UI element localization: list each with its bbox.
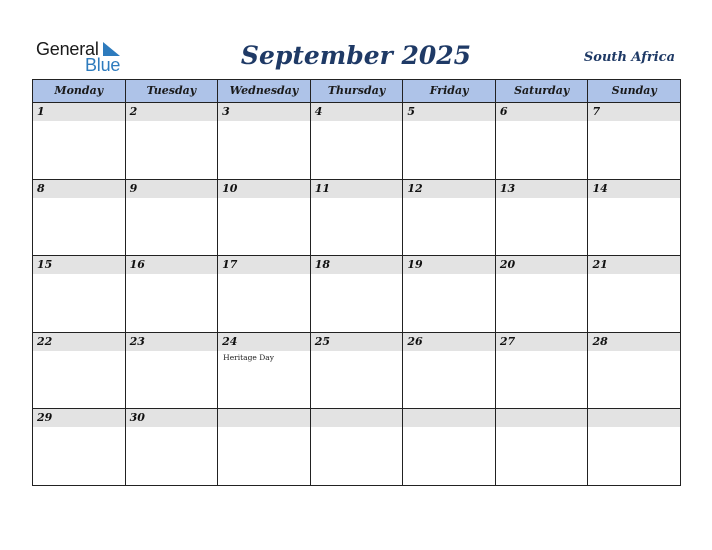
day-cell-header	[33, 103, 125, 121]
day-number: 22	[37, 334, 53, 348]
day-cell-header	[311, 180, 403, 198]
day-cell[interactable]	[588, 409, 680, 485]
day-cell[interactable]	[588, 103, 680, 179]
day-cell-header	[496, 333, 588, 351]
day-number: 17	[222, 258, 238, 272]
day-cell-header	[588, 256, 680, 274]
day-cell[interactable]	[33, 103, 126, 179]
day-number: 9	[129, 181, 138, 195]
day-cell-header	[33, 256, 125, 274]
weekday-header: Monday	[33, 80, 126, 102]
week-row	[33, 409, 680, 485]
day-number: 8	[37, 181, 45, 195]
day-number: 26	[407, 334, 423, 348]
day-cell-header	[403, 103, 495, 121]
day-number: 14	[592, 181, 608, 195]
calendar-title: September 2025	[240, 41, 472, 70]
day-cell[interactable]	[218, 333, 311, 409]
day-cell[interactable]	[311, 333, 404, 409]
day-cell[interactable]	[126, 409, 219, 485]
day-cell-header	[588, 333, 680, 351]
day-cell[interactable]	[496, 409, 589, 485]
day-cell[interactable]	[126, 103, 219, 179]
day-number: 27	[499, 334, 516, 348]
day-cell[interactable]	[496, 256, 589, 332]
day-number: 12	[407, 181, 423, 195]
day-number: 23	[129, 334, 145, 348]
weekday-header: Sunday	[611, 84, 657, 97]
day-number: 20	[499, 258, 516, 272]
day-cell[interactable]	[311, 103, 404, 179]
day-number: 29	[37, 411, 53, 425]
day-cell-header	[126, 409, 218, 427]
day-cell[interactable]	[311, 409, 404, 485]
day-number: 25	[314, 334, 331, 348]
day-cell-header	[218, 256, 310, 274]
day-cell-header	[218, 180, 310, 198]
day-cell[interactable]	[311, 180, 404, 256]
day-cell[interactable]	[588, 256, 680, 332]
day-cell[interactable]	[218, 180, 311, 256]
day-cell-header	[218, 333, 310, 351]
weekday-header: Tuesday	[126, 80, 219, 102]
day-cell[interactable]	[403, 180, 496, 256]
weekday-header: Saturday	[496, 80, 589, 102]
day-cell[interactable]	[588, 333, 680, 409]
day-cell-header	[588, 180, 680, 198]
day-cell-header	[218, 409, 310, 427]
week-row	[33, 180, 680, 257]
day-number: 15	[37, 258, 53, 272]
day-number: 3	[222, 105, 230, 118]
day-cell-header	[311, 256, 403, 274]
day-cell[interactable]	[403, 103, 496, 179]
day-cell[interactable]	[403, 256, 496, 332]
day-cell-header	[403, 180, 495, 198]
day-cell-header	[33, 333, 125, 351]
day-cell[interactable]	[126, 333, 219, 409]
day-number: 10	[222, 181, 238, 195]
week-row	[33, 103, 680, 180]
day-cell-header	[311, 409, 403, 427]
day-cell-header	[126, 180, 218, 198]
day-number: 19	[407, 258, 423, 272]
day-cell-header	[496, 180, 588, 198]
day-number: 2	[129, 105, 138, 118]
day-cell[interactable]	[496, 103, 589, 179]
day-number: 24	[222, 334, 238, 348]
weekday-header: Thursday	[311, 80, 404, 102]
calendar-grid	[32, 79, 681, 486]
day-cell-header	[588, 103, 680, 121]
holiday-label: Heritage Day	[223, 352, 274, 362]
day-number: 28	[592, 334, 608, 348]
day-cell[interactable]	[218, 103, 311, 179]
day-cell-header	[311, 103, 403, 121]
day-cell[interactable]	[33, 409, 126, 485]
day-number: 21	[592, 258, 608, 272]
day-cell[interactable]	[403, 333, 496, 409]
day-cell[interactable]	[126, 256, 219, 332]
day-cell-header	[403, 256, 495, 274]
day-number: 16	[129, 258, 145, 272]
day-cell[interactable]	[496, 333, 589, 409]
day-cell-header	[33, 180, 125, 198]
logo-text-general: General	[36, 39, 99, 59]
weekday-header-row	[33, 80, 680, 103]
day-cell-header	[126, 103, 218, 121]
day-cell-header	[126, 256, 218, 274]
day-cell-header	[218, 103, 310, 121]
day-cell[interactable]	[33, 333, 126, 409]
logo-text-blue: Blue	[85, 55, 121, 75]
day-cell[interactable]	[218, 256, 311, 332]
country-label: South Africa	[583, 50, 675, 65]
day-cell-header	[126, 333, 218, 351]
weekday-header: Friday	[403, 80, 496, 102]
week-row	[33, 256, 680, 333]
day-number: 6	[499, 105, 508, 118]
day-cell[interactable]	[403, 409, 496, 485]
day-number: 30	[129, 411, 145, 425]
day-number: 13	[499, 181, 516, 195]
day-cell[interactable]	[126, 180, 219, 256]
day-number: 1	[37, 105, 45, 118]
day-cell[interactable]	[33, 256, 126, 332]
weekday-header: Wednesday	[218, 80, 311, 102]
day-cell[interactable]	[496, 180, 589, 256]
day-cell-header	[403, 333, 495, 351]
day-cell-header	[33, 409, 125, 427]
day-number: 18	[314, 258, 331, 272]
day-number: 4	[314, 105, 323, 118]
day-cell[interactable]	[588, 180, 680, 256]
day-cell[interactable]	[218, 409, 311, 485]
day-cell-header	[311, 333, 403, 351]
week-row	[33, 333, 680, 410]
day-cell-header	[496, 103, 588, 121]
calendar-weeks	[33, 103, 680, 485]
day-cell-header	[496, 409, 588, 427]
day-number: 7	[592, 105, 601, 118]
day-number: 11	[314, 181, 331, 195]
day-cell-header	[403, 409, 495, 427]
day-cell[interactable]	[33, 180, 126, 256]
day-number: 5	[407, 105, 415, 118]
day-cell-header	[496, 256, 588, 274]
day-cell[interactable]	[311, 256, 404, 332]
day-cell-header	[588, 409, 680, 427]
